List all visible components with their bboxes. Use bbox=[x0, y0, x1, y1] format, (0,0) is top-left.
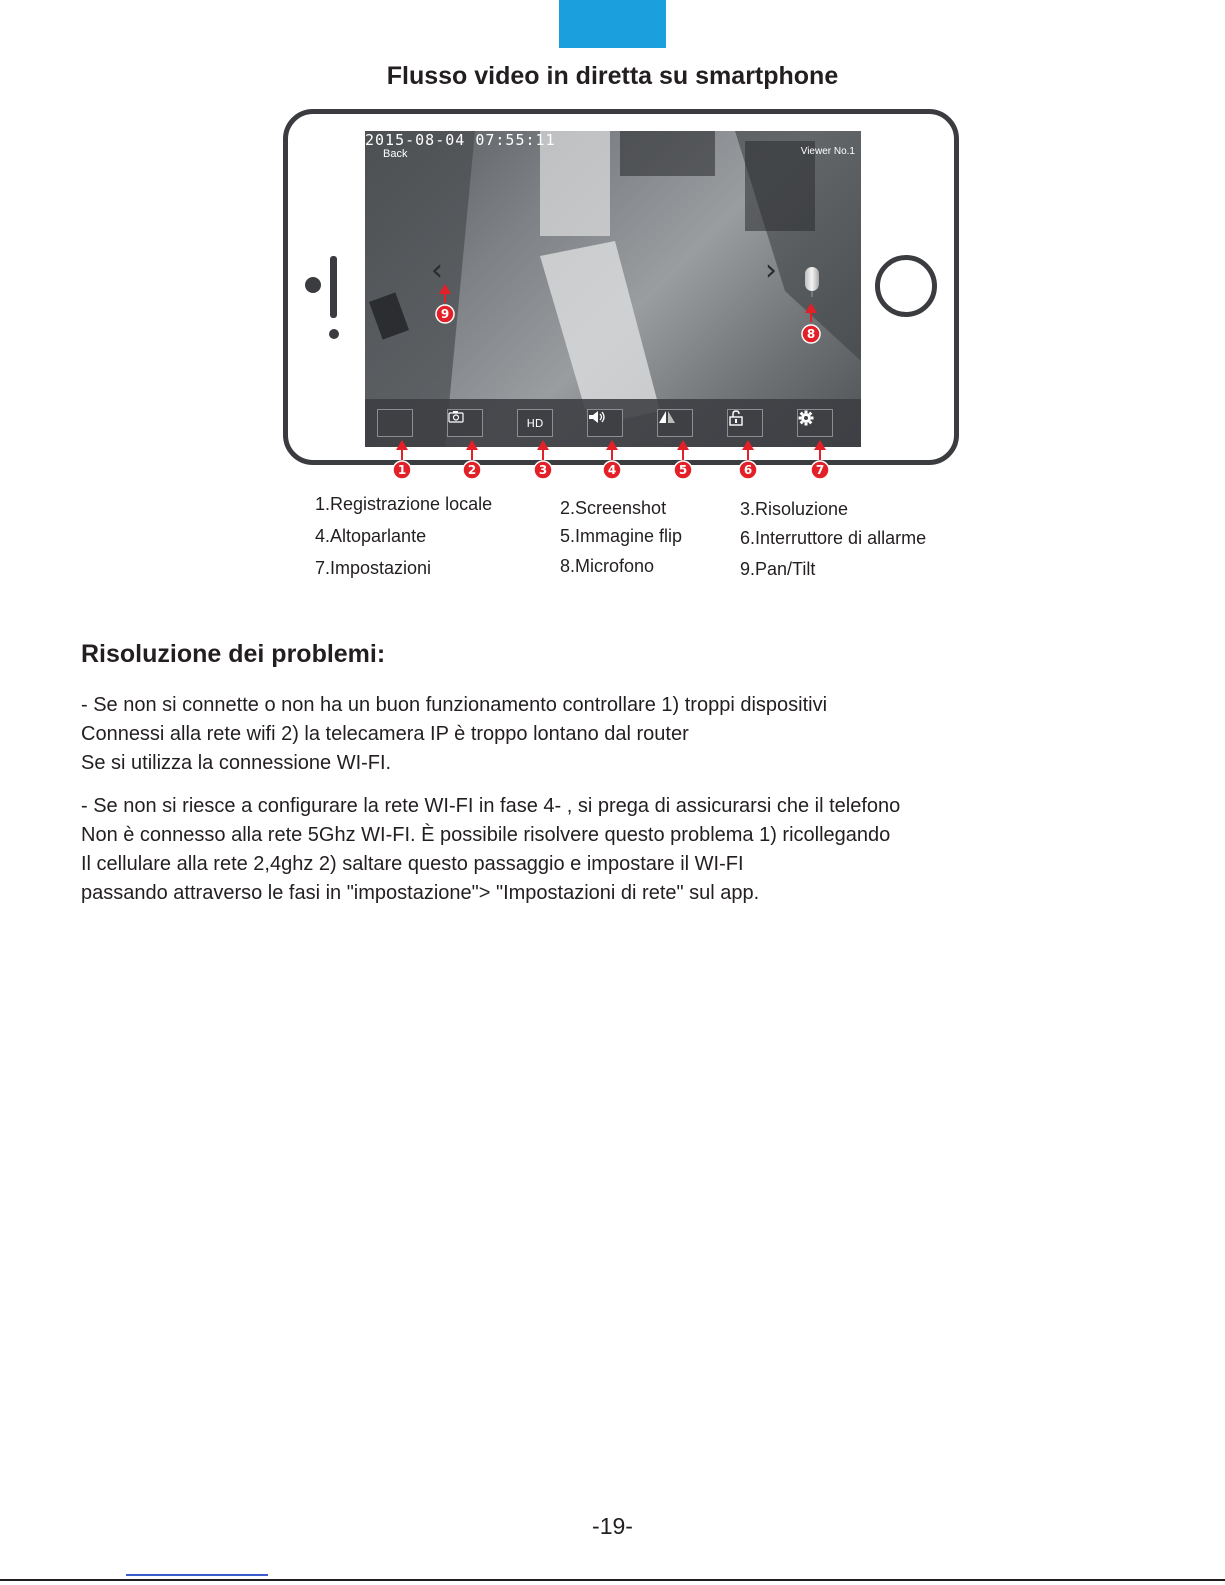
callout-7: 7 bbox=[815, 463, 825, 477]
resolution-button[interactable]: HD bbox=[517, 409, 553, 437]
legend-item-7: 7.Impostazioni bbox=[315, 558, 432, 578]
legend-item-1: 1.Registrazione locale bbox=[315, 494, 493, 514]
legend-item-9: 9.Pan/Tilt bbox=[740, 559, 816, 579]
callout-9: 9 bbox=[440, 307, 450, 321]
viewer-count: Viewer No.1 bbox=[800, 146, 855, 157]
paragraph-line: - Se non si connette o non ha un buon funzionamento controllare 1) troppi dispositivi bbox=[81, 694, 828, 716]
callout-4: 4 bbox=[607, 463, 617, 477]
legend-item-3: 3.Risoluzione bbox=[740, 499, 849, 519]
footer-link-underline bbox=[126, 1574, 268, 1576]
callout-3: 3 bbox=[538, 463, 548, 477]
paragraph-line: Non è connesso alla rete 5Ghz WI-FI. È possibile risolvere questo problema 1) ricollegando bbox=[81, 824, 891, 846]
back-button[interactable]: Back bbox=[383, 148, 408, 160]
paragraph-line: Il cellulare alla rete 2,4ghz 2) saltare questo passaggio e impostare il WI-FI bbox=[81, 853, 744, 875]
callout-6: 6 bbox=[743, 463, 753, 477]
pan-left-icon[interactable]: ‹ bbox=[431, 253, 443, 288]
pan-right-icon[interactable]: › bbox=[765, 253, 777, 288]
callout-5: 5 bbox=[678, 463, 688, 477]
troubleshooting-paragraph-1 bbox=[81, 691, 827, 778]
callouts-layer bbox=[0, 0, 1225, 500]
callout-8: 8 bbox=[806, 327, 816, 341]
callout-1: 1 bbox=[397, 463, 407, 477]
callout-2: 2 bbox=[467, 463, 477, 477]
paragraph-line: Connessi alla rete wifi 2) la telecamera IP è troppo lontano dal router bbox=[81, 723, 689, 745]
footer-rule bbox=[0, 1579, 1225, 1581]
paragraph-line: - Se non si riesce a configurare la rete WI-FI in fase 4- , si prega di assicurarsi che il telefono bbox=[81, 795, 901, 817]
legend-item-2: 2.Screenshot bbox=[560, 498, 667, 518]
legend-item-8: 8.Microfono bbox=[560, 556, 655, 576]
paragraph-line: passando attraverso le fasi in "impostazione"> "Impostazioni di rete" sul app. bbox=[81, 882, 760, 904]
troubleshooting-heading: Risoluzione dei problemi: bbox=[81, 640, 386, 668]
legend-item-5: 5.Immagine flip bbox=[560, 526, 683, 546]
video-timestamp: 2015-08-04 07:55:11 bbox=[365, 131, 556, 149]
page-title: Flusso video in diretta su smartphone bbox=[386, 62, 839, 90]
legend-item-4: 4.Altoparlante bbox=[315, 526, 427, 546]
page-number: -19- bbox=[592, 1513, 633, 1539]
legend-item-6: 6.Interruttore di allarme bbox=[740, 528, 927, 548]
troubleshooting-paragraph-2 bbox=[81, 792, 900, 908]
paragraph-line: Se si utilizza la connessione WI-FI. bbox=[81, 752, 392, 774]
